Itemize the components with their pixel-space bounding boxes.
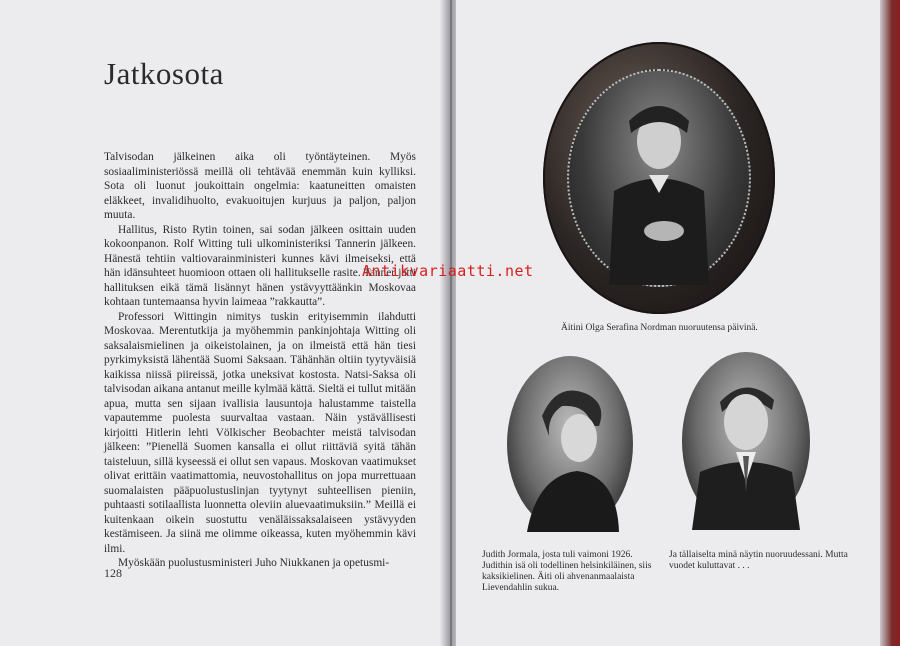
page-number: 128 xyxy=(104,566,122,580)
portrait-photo-mother xyxy=(567,69,751,287)
chapter-title: Jatkosota xyxy=(104,56,224,91)
paragraph-2: Hallitus, Risto Rytin toinen, sai sodan jälkeen osittain uuden kokoonpanon. Rolf Witting tuli ulkoministeriksi Tannerin jälkeen. Hänestä tehtiin valtiovarainministeri kunnes kävi ilmeiseksi, että hän idänsuhteet huomioon ottaen oli hallitukselle rasite. Tanner jätti hallituksen eikä tämä lisännyt hänen ystävyyttäänkin Moskovaa kohtaan tuntemaansa hyvin laimeaa ”rakkautta”. xyxy=(104,223,416,308)
portrait-frame-mother xyxy=(543,42,775,314)
paragraph-3: Professori Wittingin nimitys tuskin erityisemmin ilahdutti Moskovaa. Merentutkija ja myöhemmin pankinjohtaja Witting oli saksalaismielinen ja oikeistolainen, ja on ilmeistä että hän tiesi pyrkimyksistä lähentää Suomi Saksaan. Tähänhän oltiin tyytyväisiä kaikissa niissä piireissä, jotka uneksivat kostosta. Natsi-Saksa oli talvisodan aikana antanut meille kylmää kättä. Sieltä ei tullut mitään apua, mutta sen sijaan ivallisia lausuntoja halustamme taistella vapautemme puolesta suurvaltaa vastaan. Näin ystävällisesti kirjoitti Hitlerin lehti Völkischer Beobachter meistä talvisodan jälkeen: ”Pienellä Suomen kansalla ei ollut riittäviä syitä tähän taisteluun, sillä kyseessä ei ollut sen vapaus. Moskovan vaatimukset olivat erittäin vaatimattomia, neuvostohallitus on jopa murrettuaan suomalaisten pääpuolustuslinjan tyytynyt suhteellisen pieniin, puhtaasti sotilaallista luonnetta oleviin aluevaatimuksiin.” Meillä ei kuitenkaan oikein suostuttu venäläissaksalaiseen ystävyyden kestämiseen. Ja siinä me olimme oikeassa, kuten myöhemmin kävi ilmi. xyxy=(104,310,416,555)
book-cover-edge xyxy=(880,0,900,646)
caption-judith: Judith Jormala, josta tuli vaimoni 1926. Judithin isä oli todellinen helsinkiläinen, siis kaksikielinen. Äiti oli ahvenanmaalaista Lievendahlin sukua. xyxy=(482,550,652,593)
watermark: Antikvariaatti.net xyxy=(362,262,534,280)
paragraph-1: Talvisodan jälkeinen aika oli työntäyteinen. Myös sosiaaliministeriössä meillä oli tehtävää enemmän kuin kylliksi. Sota oli luonut joukoittain ongelmia: kaatuneitten omaisten eläkkeet, invalidihuolto, evakuoitujen kurjuus ja paljon, paljon muuta. xyxy=(104,151,416,221)
left-page xyxy=(0,0,448,646)
portrait-photo-author xyxy=(682,352,810,530)
caption-mother: Äitini Olga Serafina Nordman nuoruutensa päivinä. xyxy=(561,323,758,333)
body-text xyxy=(104,150,416,571)
portrait-photo-judith xyxy=(507,356,633,532)
paragraph-4: Myöskään puolustusministeri Juho Niukkanen ja opetusmi- xyxy=(118,557,390,569)
caption-author: Ja tällaiselta minä näytin nuoruudessani. Mutta vuodet kuluttavat . . . xyxy=(669,550,848,571)
